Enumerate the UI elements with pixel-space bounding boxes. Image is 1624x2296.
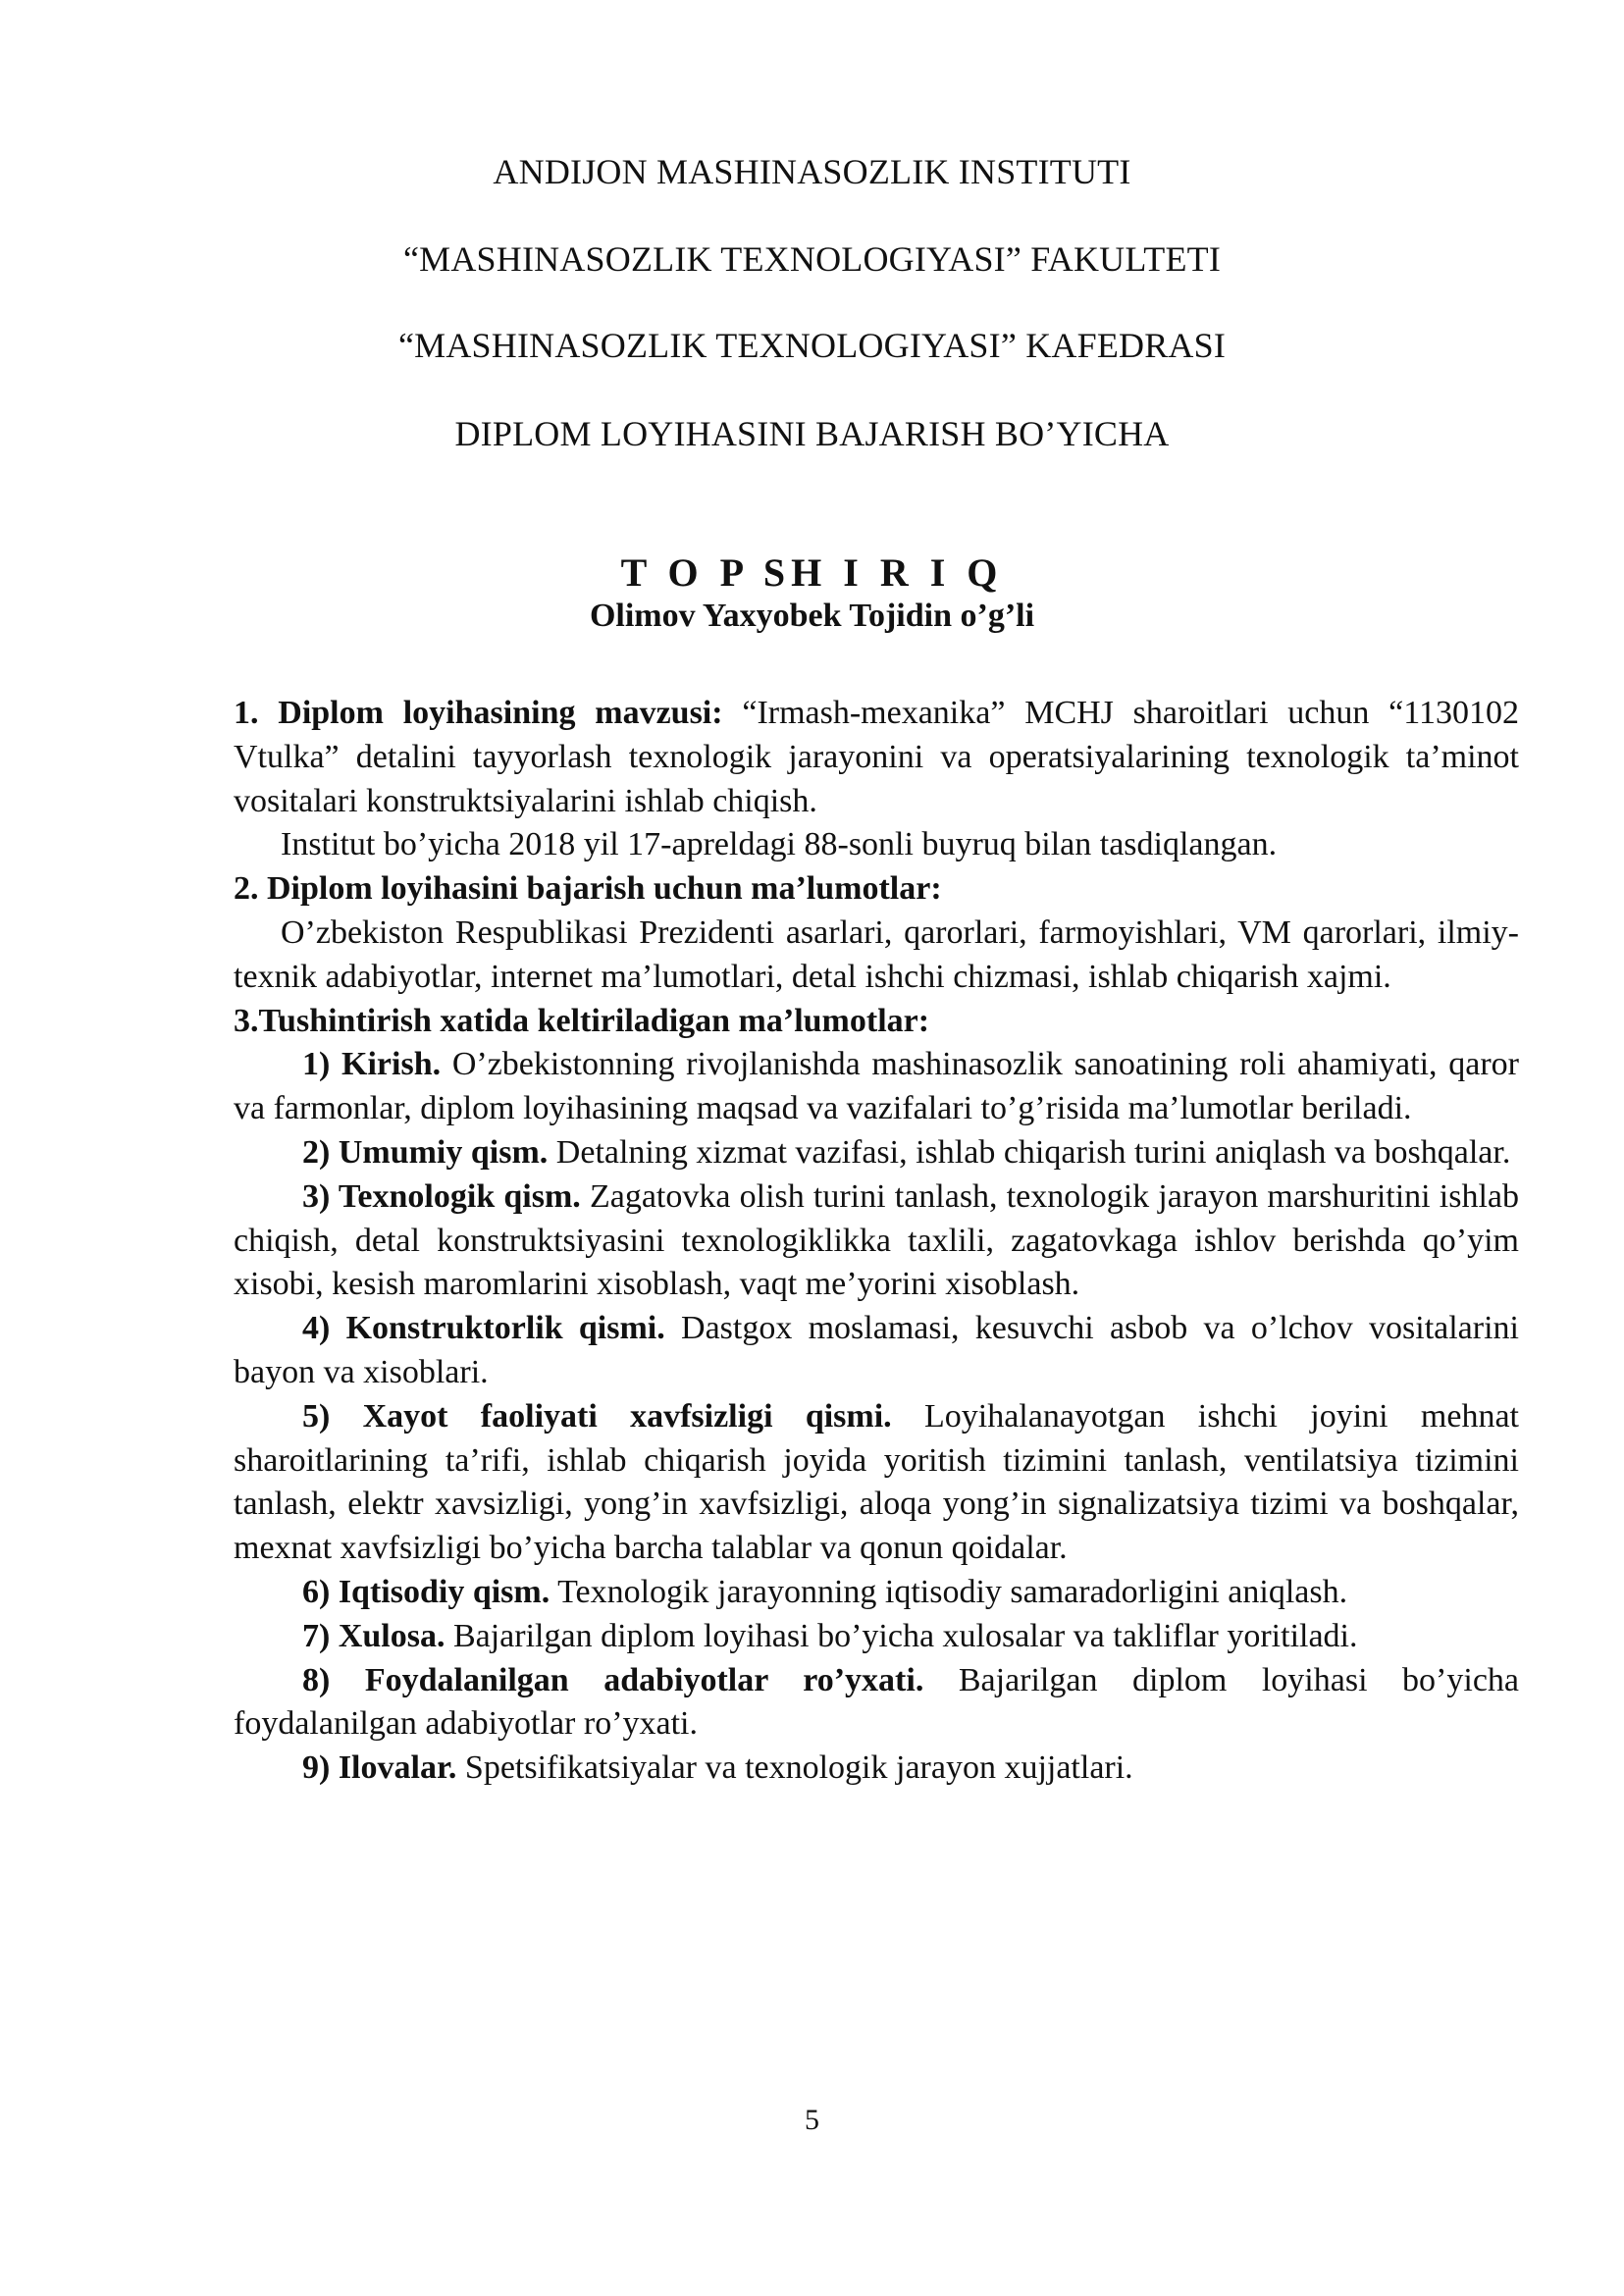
item-text: O’zbekistonning rivojlanishda mashinasozlik sanoatining roli ahamiyati, qaror va farmonlar, diplom loyihasining maqsad va vazifalari to’g’risida ma’lumotlar beriladi.: [234, 1046, 1519, 1127]
section-1-text: “Irmash-mexanika” MCHJ sharoitlari uchun “1130102 Vtulka” detalini tayyorlash texnologik jarayonini va operatsiyalarining texnologik ta’minot vositalari konstruktsiyalarini ishlab chiqish.: [234, 695, 1519, 819]
item-text: Zagatovka olish turini tanlash, texnologik jarayon marshuritini ishlab chiqish, detal konstruktsiyasini texnologiklikka taxlili, zagatovkaga ishlov berishda qo’yim xisobi, kesish maromlarini xisoblash, vaqt me’yorini xisoblash.: [234, 1177, 1519, 1303]
item-text: Spetsifikatsiyalar va texnologik jarayon xujjatlari.: [456, 1749, 1133, 1787]
approval-note: Institut bo’yicha 2018 yil 17-apreldagi 88-sonli buyruq bilan tasdiqlangan.: [281, 826, 1278, 863]
item-text: Loyihalanayotgan ishchi joyini mehnat sharoitlarining ta’rifi, ishlab chiqarish joyida yoritish tizimini tanlash, ventilatsiya tizimini tanlash, elektr xavsizligi, yong’in xavfsizligi, aloqa yong’in signalizatsiya tizimi va boshqalar, mexnat xavfsizligi bo’yicha barcha talablar va qonun qoidalar.: [234, 1397, 1519, 1567]
section-1-topic: [234, 692, 1519, 823]
item-text: Dastgox moslamasi, kesuvchi asbob va o’lchov vositalarini bayon va xisoblari.: [234, 1310, 1519, 1390]
item-label: 9) Ilovalar.: [302, 1749, 457, 1787]
document-subject: DIPLOM LOYIHASINI BAJARISH BO’YICHA: [454, 414, 1170, 453]
student-name: Olimov Yaxyobek Tojidin o’g’li: [589, 598, 1035, 634]
item-label: 7) Xulosa.: [302, 1617, 445, 1654]
item-label: 3) Texnologik qism.: [302, 1177, 581, 1215]
item-text: Texnologik jarayonning iqtisodiy samaradorligini aniqlash.: [550, 1573, 1348, 1610]
item-text: Bajarilgan diplom loyihasi bo’yicha xulosalar va takliflar yoritiladi.: [445, 1617, 1358, 1654]
section-3-item-economics: [234, 1571, 1519, 1615]
item-label: 4) Konstruktorlik qismi.: [302, 1310, 665, 1347]
item-label: 5) Xayot faoliyati xavfsizligi qismi.: [302, 1397, 892, 1435]
section-2-heading: 2. Diplom loyihasini bajarish uchun ma’lumotlar:: [234, 870, 942, 908]
item-label: 6) Iqtisodiy qism.: [302, 1573, 550, 1610]
faculty-name: “MASHINASOZLIK TEXNOLOGIYASI” FAKULTETI: [402, 239, 1222, 279]
section-1-heading: 1. Diplom loyihasining mavzusi:: [234, 695, 723, 731]
section-3-item-design: [234, 1307, 1519, 1395]
section-3-item-general: [234, 1131, 1519, 1175]
page-number: 5: [805, 2104, 819, 2136]
item-label: 2) Umumiy qism.: [302, 1133, 549, 1171]
section-3-heading: 3.Tushintirish xatida keltiriladigan ma’lumotlar:: [234, 1002, 930, 1039]
item-label: 8) Foydalanilgan adabiyotlar ro’yxati.: [302, 1661, 924, 1698]
document-title: T O P SH I R I Q: [620, 550, 1004, 595]
section-3-item-safety: [234, 1395, 1519, 1571]
section-3-item-introduction: [234, 1043, 1519, 1131]
section-3-item-technology: [234, 1175, 1519, 1307]
item-text: Bajarilgan diplom loyihasi bo’yicha foydalanilgan adabiyotlar ro’yxati.: [234, 1661, 1520, 1743]
document-body: [234, 692, 1519, 1791]
section-3-item-conclusion: [234, 1615, 1519, 1659]
section-2-text: O’zbekiston Respublikasi Prezidenti asarlari, qarorlari, farmoyishlari, VM qarorlari, ilmiy-texnik adabiyotlar, internet ma’lumotlari, detal ishchi chizmasi, ishlab chiqarish xajmi.: [234, 913, 1519, 995]
department-name: “MASHINASOZLIK TEXNOLOGIYASI” KAFEDRASI: [397, 326, 1227, 365]
item-label: 1) Kirish.: [302, 1046, 442, 1083]
section-3-item-references: [234, 1659, 1519, 1748]
institute-name: ANDIJON MASHINASOZLIK INSTITUTI: [493, 152, 1131, 191]
section-3-item-appendices: [234, 1747, 1519, 1791]
item-text: Detalning xizmat vazifasi, ishlab chiqarish turini aniqlash va boshqalar.: [548, 1133, 1511, 1171]
